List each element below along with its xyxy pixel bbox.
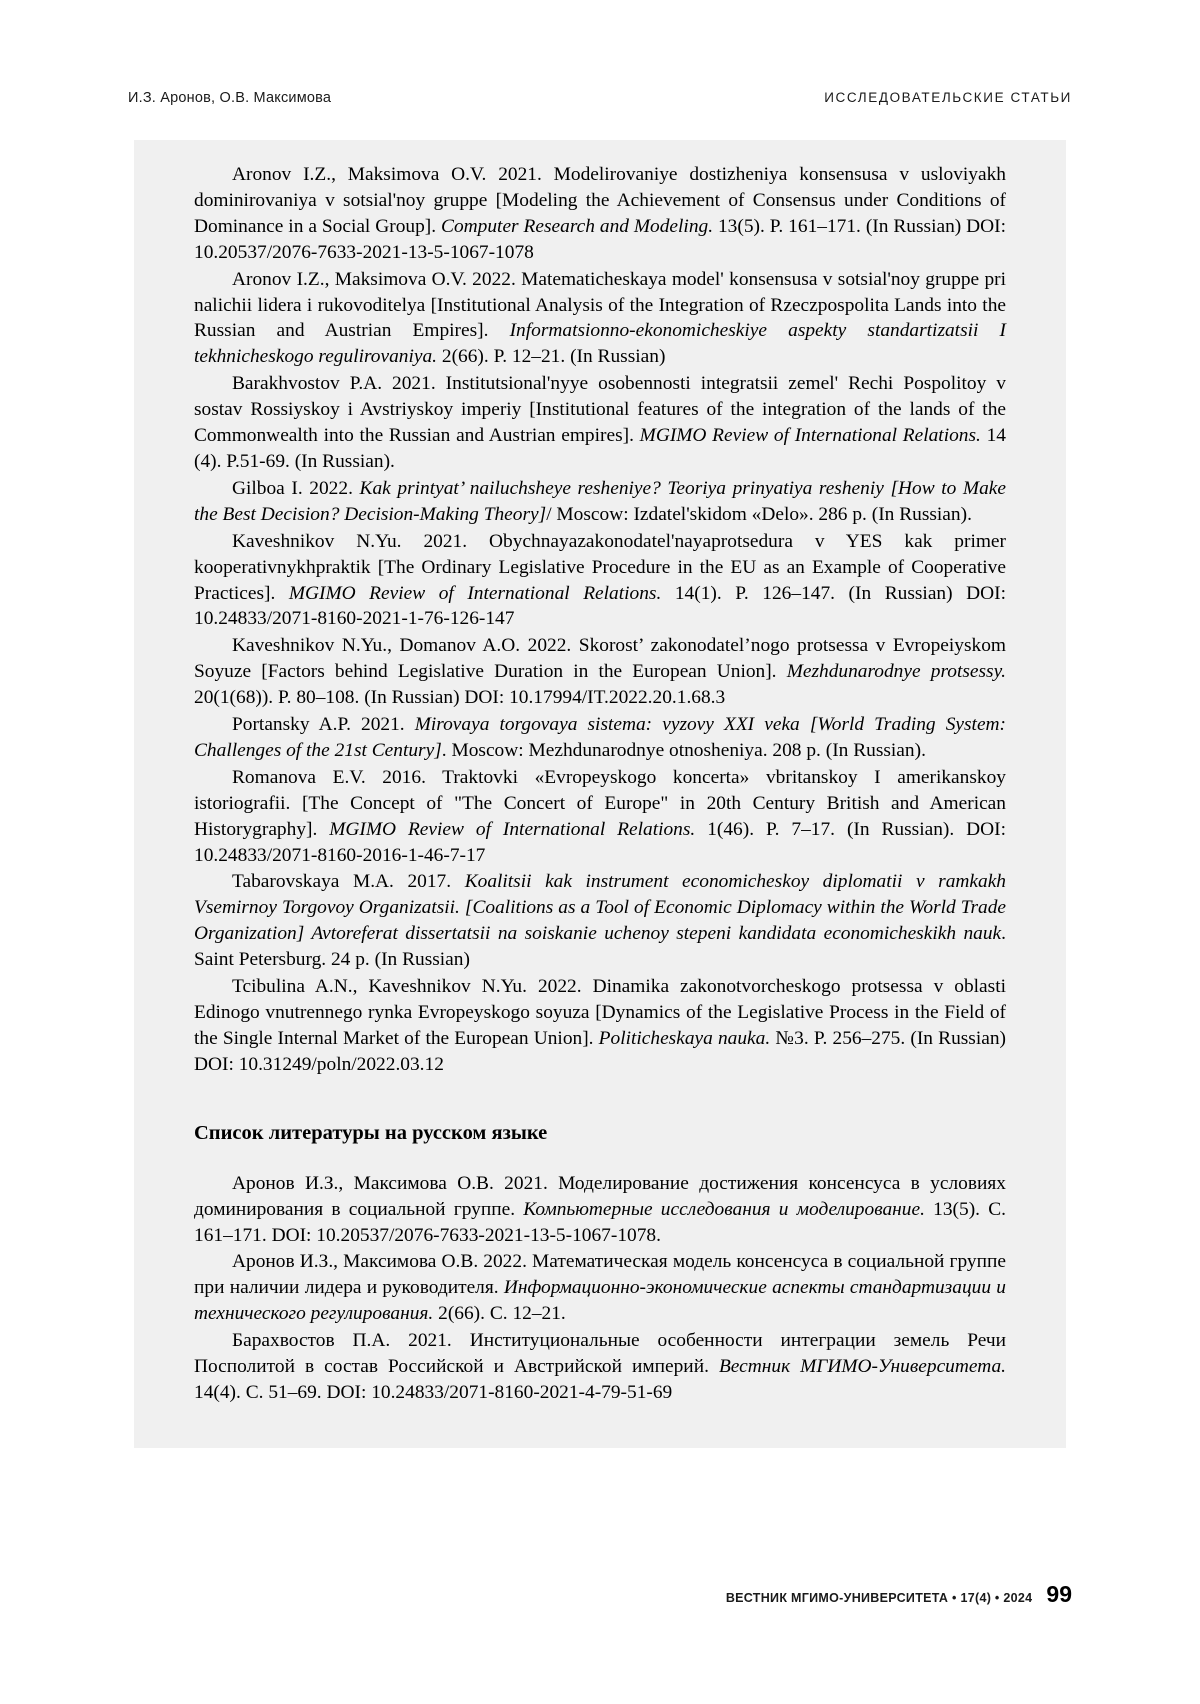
reference-entry — [194, 1171, 1006, 1249]
references-content-block — [134, 140, 1066, 1448]
running-head — [128, 90, 1072, 112]
reference-source-title: Politicheskaya nauka. — [598, 1027, 771, 1049]
reference-text: 13(5). С. 161–171. DOI: 10.20537/2076-7633-2021-13-5-1067-1078. — [194, 1198, 1006, 1246]
reference-entry — [194, 765, 1006, 869]
reference-text: 14 (4). P.51-69. (In Russian). — [194, 425, 1006, 472]
reference-entry — [194, 162, 1006, 266]
reference-entry — [194, 633, 1006, 711]
reference-text: Aronov I.Z., Maksimova O.V. 2022. Matematicheskaya model' konsensusa v sotsial'noy gruppe pri nalichii lidera i rukovoditelya [Institutional Analysis of the Integration of Rzeczpospolita Lands into the Russian and Austrian Empires]. — [194, 268, 1006, 342]
reference-text: 14(4). С. 51–69. DOI: 10.24833/2071-8160-2021-4-79-51-69 — [194, 1381, 673, 1403]
reference-entry — [194, 869, 1006, 973]
reference-source-title: Mezhdunarodnye protsessy. — [786, 661, 1006, 683]
reference-text: 14(1). P. 126–147. (In Russian) DOI: 10.24833/2071-8160-2021-1-76-126-147 — [194, 582, 1006, 630]
reference-entry — [194, 974, 1006, 1078]
reference-entry — [194, 529, 1006, 633]
reference-text: №3. P. 256–275. (In Russian) DOI: 10.31249/poln/2022.03.12 — [194, 1027, 1006, 1075]
reference-text: / Moscow: Izdatel'skidom «Delo». 286 p. (In Russian). — [546, 503, 972, 525]
reference-source-title: Компьютерные исследования и моделирование. — [523, 1198, 925, 1220]
reference-entry — [194, 476, 1006, 528]
page-footer — [726, 1581, 1072, 1608]
russian-references-heading: Список литературы на русском языке — [194, 1121, 548, 1144]
reference-text: . Saint Petersburg. 24 p. (In Russian) — [194, 923, 1006, 971]
reference-text: Aronov I.Z., Maksimova O.V. 2021. Modelirovaniye dostizheniya konsensusa v usloviyakh dominirovaniya v sotsial'noy gruppe [Modeling the Achievement of Consensus under Conditions of Dominance in a Social Group]. — [194, 164, 1006, 237]
russian-references-list — [194, 1171, 1006, 1406]
reference-text: . Moscow: Mezhdunarodnye otnosheniya. 208 p. (In Russian). — [441, 739, 926, 761]
reference-text: Аронов И.З., Максимова О.В. 2021. Моделирование достижения консенсуса в условиях доминирования в социальной группе. — [194, 1172, 1006, 1220]
reference-text: Barakhvostov P.A. 2021. Institutsional'nyye osobennosti integratsii zemel' Rechi Pospolitoy v sostav Rossiyskoy i Avstriyskoy imperiy [Institutional features of the integration of the lands of the Commonwealth into the Russian and Austrian empires]. — [194, 373, 1006, 447]
reference-source-title: MGIMO Review of International Relations. — [639, 425, 981, 447]
reference-text: Барахвостов П.А. 2021. Институциональные особенности интеграции земель Речи Посполитой в состав Российской и Австрийской империй. — [194, 1330, 1006, 1378]
reference-source-title: Mirovaya torgovaya sistema: vyzovy XXI veka [World Trading System: Challenges of the 21st Century] — [194, 714, 1007, 761]
reference-source-title: MGIMO Review of International Relations. — [288, 582, 662, 604]
latin-references-list — [194, 162, 1006, 1078]
reference-text: Tcibulina A.N., Kaveshnikov N.Yu. 2022. Dinamika zakonotvorcheskogo protsessa v oblasti Edinogo vnutrennego rynka Evropeyskogo soyuza [Dynamics of the Legislative Process in the Field of the Single Internal Market of the European Union]. — [194, 976, 1006, 1049]
reference-text: 2(66). С. 12–21. — [433, 1303, 566, 1325]
reference-text: Tabarovskaya M.A. 2017. — [232, 871, 465, 893]
reference-text: 1(46). P. 7–17. (In Russian). DOI: 10.24833/2071-8160-2016-1-46-7-17 — [194, 818, 1006, 866]
references-inner — [194, 162, 1006, 1407]
reference-source-title: Информационно-экономические аспекты стандартизации и технического регулирования. — [194, 1277, 1006, 1325]
reference-source-title: Kak printyat’ nailuchsheye resheniye? Teoriya prinyatiya resheniy [How to Make the Best Decision? Decision-Making Theory] — [194, 477, 1006, 525]
reference-source-title: Koalitsii kak instrument economicheskoy diplomatii v ramkakh Vsemirnoy Torgovoy Organizatsii. [Coalitions as a Tool of Economic Diplomacy within the World Trade Organization] Avtoreferat dissertatsii na soiskanie uchenoy stepeni kandidata economicheskikh nauk — [194, 871, 1007, 945]
reference-entry — [194, 1328, 1006, 1406]
reference-source-title: Informatsionno-ekonomicheskiye aspekty standartizatsii I tekhnicheskogo regulirovaniya. — [194, 320, 1006, 368]
reference-entry — [194, 371, 1006, 475]
reference-entry — [194, 712, 1006, 764]
reference-source-title: Computer Research and Modeling. — [441, 215, 714, 237]
reference-text: Аронов И.З., Максимова О.В. 2022. Математическая модель консенсуса в социальной группе при наличии лидера и руководителя. — [194, 1251, 1006, 1299]
reference-text: Portansky A.P. 2021. — [232, 714, 415, 736]
reference-text: Kaveshnikov N.Yu., Domanov A.O. 2022. Skorost’ zakonodatel’nogo protsessa v Evropeiyskom Soyuze [Factors behind Legislative Duration in the European Union]. — [194, 635, 1006, 683]
reference-text: Kaveshnikov N.Yu. 2021. Obychnayazakonodatel'nayaprotsedura v YES kak primer kooperativnykhpraktik [The Ordinary Legislative Procedure in the EU as an Example of Cooperative Practices]. — [194, 530, 1006, 604]
running-head-section: ИССЛЕДОВАТЕЛЬСКИЕ СТАТЬИ — [824, 90, 1072, 105]
reference-text: Romanova E.V. 2016. Traktovki «Evropeyskogo koncerta» vbritanskoy I amerikanskoy istoriografii. [The Concept of "The Concert of Europe" in 20th Century British and American Historygraphy]. — [194, 766, 1006, 840]
reference-text: 13(5). P. 161–171. (In Russian) DOI: 10.20537/2076-7633-2021-13-5-1067-1078 — [194, 215, 1007, 263]
reference-source-title: Вестник МГИМО-Университета. — [718, 1356, 1007, 1378]
reference-text: 2(66). P. 12–21. (In Russian) — [437, 346, 666, 368]
running-head-authors: И.З. Аронов, О.В. Максимова — [128, 90, 332, 106]
footer-page-number: 99 — [1046, 1581, 1072, 1607]
reference-text: Gilboa I. 2022. — [232, 477, 360, 499]
reference-text: 20(1(68)). P. 80–108. (In Russian) DOI: 10.17994/IT.2022.20.1.68.3 — [194, 687, 726, 709]
reference-entry — [194, 267, 1006, 371]
reference-source-title: MGIMO Review of International Relations. — [329, 818, 696, 840]
reference-entry — [194, 1249, 1006, 1327]
footer-journal-line: ВЕСТНИК МГИМО-УНИВЕРСИТЕТА • 17(4) • 2024 — [725, 1591, 1033, 1605]
